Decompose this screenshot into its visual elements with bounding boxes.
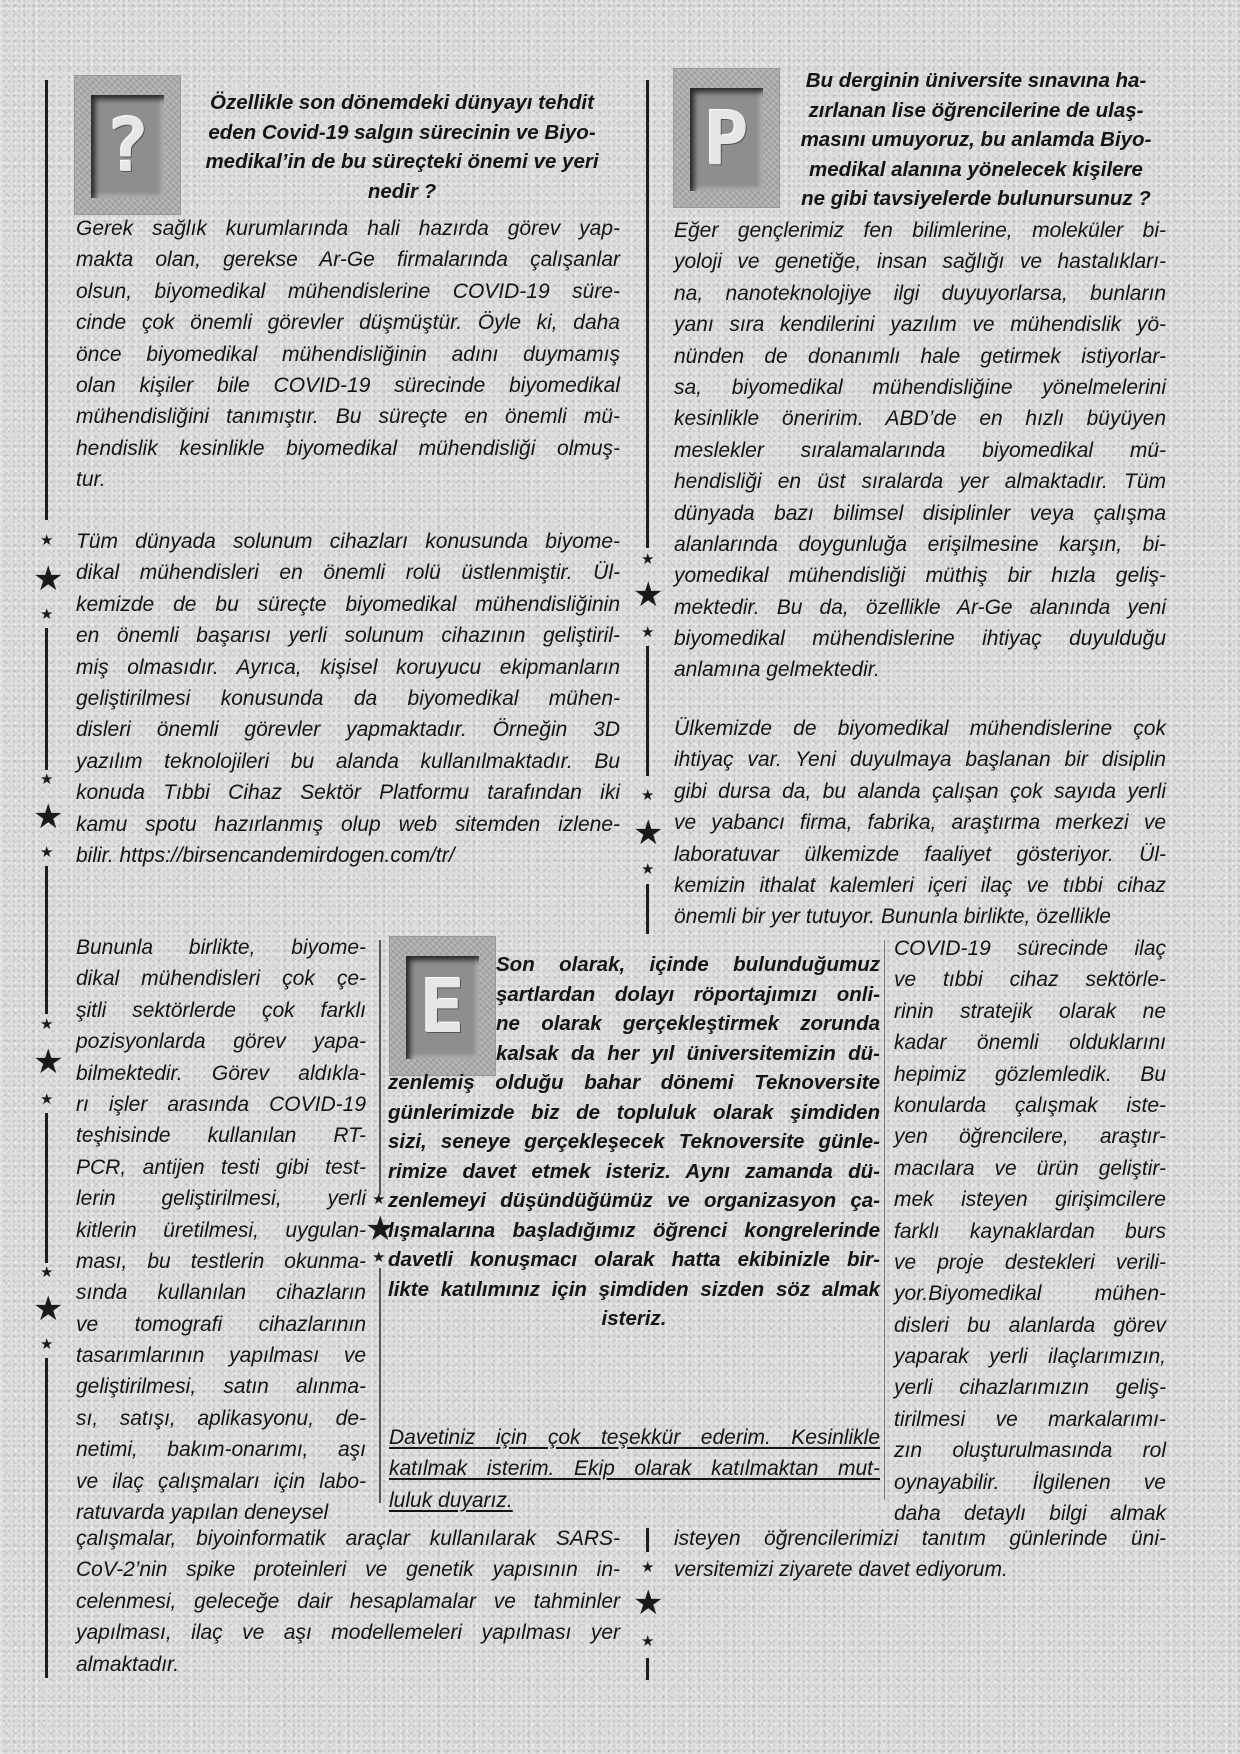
text-line: ve tomografi cihazlarının (76, 1312, 366, 1336)
text-line: mektedir. Bu da, özellikle Ar-Ge alanında yeni (674, 595, 1166, 619)
left-divider-rule (45, 80, 48, 520)
question-line: medikal alanına yönelecek kişilere (809, 157, 1143, 181)
text-line: Bununla birlikte, biyome- (76, 936, 366, 959)
text-line: biyomedikal mühendislerine ihtiyaç duyulduğu (674, 627, 1166, 651)
text-line: zın oluşturulmasında rol (894, 1439, 1166, 1463)
question-line: kalsak da her yıl üniversitemizin dü- (496, 1041, 880, 1065)
text-line: yerli cihazlarımızın geliş- (894, 1376, 1166, 1400)
text-line: sa, biyomedikal mühendisliğine yönelmelerini (674, 375, 1166, 399)
star-icon: ★ (33, 1290, 64, 1328)
text-line: luluk duyarız. (389, 1488, 513, 1512)
answer-3 (389, 1422, 880, 1516)
text-line: olsun, biyomedikal mühendislerine COVID-19 süre- (76, 279, 620, 303)
text-line: sı, satışı, aplikasyonu, de- (76, 1406, 366, 1430)
star-icon: ★ (641, 551, 655, 568)
text-line: pozisyonlarda görev yapa- (76, 1030, 366, 1054)
star-icon: ★ (372, 1249, 386, 1266)
text-line: yen öğrencilere, araştır- (894, 1125, 1166, 1149)
left-divider-rule (45, 1113, 48, 1263)
text-line: ihtiyaç var. Yeni duyulmaya başlanan bir disiplin (674, 748, 1166, 772)
text-line: olan kişiler bile COVID-19 sürecinde biyomedikal (76, 373, 620, 397)
text-line: rinin stratejik olarak ne (894, 999, 1166, 1023)
question-line: medikal’in de bu süreçteki önemi ve yeri (205, 150, 599, 173)
star-icon: ★ (40, 844, 54, 861)
question-line: likte katılımınız için şimdiden sizden söz almak (388, 1277, 880, 1301)
text-line: geliştirilmesi, satın alınma- (76, 1375, 366, 1399)
text-line: farklı kaynaklardan burs (894, 1219, 1166, 1243)
question-line: lışmalarına başladığımız öğrenci kongrelerinde (388, 1218, 880, 1242)
text-line: cinde çok önemli görevler düşmüştür. Öyle ki, daha (76, 311, 620, 335)
text-line: celenmesi, geleceğe dair hesaplamalar ve tahminler (76, 1589, 620, 1613)
star-icon: ★ (40, 771, 54, 788)
text-line: nünden de donanımlı hale getirmek istiyorlar- (674, 344, 1166, 368)
text-line: hepimiz gözlemledik. Bu (894, 1062, 1166, 1086)
question-line: sizi, seneye gerçekleşecek Teknoversite günle- (388, 1130, 880, 1153)
text-line: şitli sektörlerde çok farklı (76, 998, 366, 1022)
text-line: macılara ve ürün geliştir- (894, 1156, 1166, 1180)
star-icon: ★ (40, 1264, 54, 1281)
answer-1-paragraph-3 (76, 932, 366, 1528)
text-line: yaparak yerli ilaçlarımızın, (894, 1345, 1166, 1369)
text-line: Eğer gençlerimiz fen bilimlerine, moleküler bi- (674, 219, 1166, 242)
text-line: ması, bu testlerin okunma- (76, 1249, 366, 1273)
text-line: COVID-19 sürecinde ilaç (894, 937, 1166, 960)
text-line: önemli bir yer tutuyor. Bununla birlikte, özellikle (674, 905, 1111, 929)
text-line: konularda çalışmak iste- (894, 1093, 1166, 1117)
text-line: PCR, antijen testi gibi test- (76, 1155, 366, 1179)
question-line: zenlemiş olduğu bahar dönemi Teknoversite (388, 1071, 880, 1094)
text-line: miş olmasıdır. Ayrıca, kişisel koruyucu ekipmanların (76, 655, 620, 679)
question-line: isteriz. (601, 1307, 667, 1330)
star-icon: ★ (641, 1559, 655, 1576)
question-line: ne gibi tavsiyelerde bulunursunuz ? (801, 187, 1151, 210)
center-divider-rule (646, 646, 649, 776)
text-line: laboratuvar ülkemizde faaliyet gösteriyor. Ül- (674, 842, 1166, 866)
text-line: yomedikal mühendisliği müthiş bir hızla geliş- (674, 564, 1166, 588)
question-line: rimize davet etmek isteriz. Aynı zamanda dü- (388, 1159, 880, 1183)
question-line: eden Covid-19 salgın sürecinin ve Biyo- (208, 120, 596, 144)
answer-2-paragraph-2-end (674, 1523, 1166, 1586)
star-icon: ★ (33, 1043, 64, 1081)
question-line: günlerimizde biz de topluluk olarak şimdiden (388, 1100, 880, 1124)
center-box-divider-rule (379, 1268, 381, 1503)
question-line: Özellikle son dönemdeki dünyayı tehdit (210, 91, 594, 114)
answer-1-paragraph-1 (76, 213, 620, 496)
center-divider-rule (646, 80, 649, 548)
text-line: en önemli başarısı yerli solunum cihazının geliştiril- (76, 624, 620, 648)
right-box-divider-rule (884, 940, 885, 1500)
star-icon: ★ (40, 1016, 54, 1033)
question-line: Son olarak, içinde bulunduğumuz (496, 953, 880, 976)
text-line: kitlerin üretilmesi, uygulan- (76, 1218, 366, 1242)
text-line: dikal mühendisleri en önemli rolü üstlenmiştir. Ül- (76, 561, 620, 585)
question-1 (186, 88, 618, 206)
text-line: ratuvarda yapılan deneysel (76, 1501, 329, 1525)
text-line: geliştirilmesi konusunda da biyomedikal mühen- (76, 686, 620, 710)
text-line: mühendisliğini tanımıştır. Bu süreçte en önemli mü- (76, 405, 620, 429)
text-line: hendisliği en üst sıralarda yer almaktadır. Tüm (674, 470, 1166, 494)
text-line: önce biyomedikal mühendisliğinin adını duymamış (76, 342, 620, 366)
answer-2-paragraph-2 (674, 713, 1166, 933)
text-line: katılmak isterim. Ekip olarak katılmaktan mut- (389, 1457, 880, 1481)
text-line: Gerek sağlık kurumlarında hali hazırda görev yap- (76, 217, 620, 240)
text-line: yanı sıra kendilerini yazılım ve mühendislik yö- (674, 313, 1166, 337)
text-line: dikal mühendisleri çok çe- (76, 967, 366, 991)
text-line: konuda Tıbbi Cihaz Sektör Platformu tarafından iki (76, 781, 620, 805)
bottom-divider-rule (646, 1658, 649, 1680)
dropcap-letter: ? (105, 103, 150, 190)
text-line: ve proje destekleri verili- (894, 1250, 1166, 1274)
text-line: alanlarında doygunluğa erişilmesine karşın, bi- (674, 532, 1166, 556)
star-icon: ★ (40, 1336, 54, 1353)
answer-1-paragraph-3-end (76, 1523, 620, 1680)
text-line: mek isteyen girişimcilere (894, 1188, 1166, 1212)
bottom-divider-rule (646, 1528, 649, 1552)
text-line: Ülkemizde de biyomedikal mühendislerine çok (674, 717, 1166, 740)
question-line: nedir ? (367, 179, 437, 203)
text-line: kemizin ithalat kalemleri içeri ilaç ve tıbbi cihaz (674, 873, 1166, 897)
question-line: Bu derginin üniversite sınavına ha- (805, 69, 1147, 92)
dropcap-letter-e (389, 936, 496, 1076)
question-line: masını umuyoruz, bu anlamda Biyo- (800, 128, 1152, 151)
text-line: sında kullanılan cihazların (76, 1281, 366, 1305)
dropcap-question-mark (74, 75, 181, 215)
text-line: kesinlikle öneririm. ABD’de en hızlı büyüyen (674, 407, 1166, 431)
text-line: yapılması, ilaç ve aşı modellemeleri yapılması yer (76, 1621, 620, 1645)
dropcap-letter: P (704, 96, 749, 183)
question-line: zenlemeyi düşündüğümüz ve organizasyon ça- (388, 1189, 880, 1212)
star-icon: ★ (633, 814, 664, 852)
text-line: yazılım teknolojileri bu alanda kullanılmaktadır. Bu (76, 749, 620, 773)
text-line: ve yabancı firma, fabrika, araştırma merkezi ve (674, 811, 1166, 835)
text-line: tur. (76, 468, 106, 492)
text-line: ve ilaç çalışmaları için labo- (76, 1469, 366, 1493)
text-line: meslekler sıralamalarında biyomedikal mü- (674, 438, 1166, 462)
text-line: versitemizi ziyarete davet ediyorum. (674, 1558, 1008, 1582)
star-icon: ★ (33, 798, 64, 836)
star-icon: ★ (641, 861, 655, 878)
answer-1-paragraph-2 (76, 526, 620, 871)
text-line: netimi, bakım-onarımı, aşı (76, 1438, 366, 1462)
text-line: çalışmalar, biyoinformatik araçlar kullanılarak SARS- (76, 1527, 620, 1550)
text-line: yor.Biyomedikal mühen- (894, 1282, 1166, 1306)
text-line: disleri önemli görevler yapmaktadır. Örneğin 3D (76, 718, 620, 742)
text-line: almaktadır. (76, 1652, 180, 1676)
text-line: na, nanoteknolojiye ilgi duyuyorlarsa, bunların (674, 281, 1166, 305)
text-line: Davetiniz için çok teşekkür ederim. Kesinlikle (389, 1426, 880, 1449)
text-line: bilmektedir. Görev aldıkla- (76, 1061, 366, 1085)
text-line: Tüm dünyada solunum cihazları konusunda biyome- (76, 530, 620, 553)
question-3 (496, 950, 880, 1068)
star-icon: ★ (633, 1584, 664, 1622)
question-line: davetli konuşmacı olarak hatta ekibinizle bir- (388, 1248, 880, 1271)
left-divider-rule (45, 866, 48, 1014)
text-line: hendislik kesinlikle biyomedikal mühendisliği olmuş- (76, 436, 620, 460)
question-2 (786, 66, 1166, 214)
star-icon: ★ (372, 1191, 386, 1208)
text-line: kadar önemli olduklarını (894, 1031, 1166, 1055)
text-line: tasarımlarının yapılması ve (76, 1344, 366, 1368)
text-line: isteyen öğrencilerimizi tanıtım günlerinde üni- (674, 1527, 1166, 1550)
text-line: dünyada bazı bilimsel disiplinler veya çalışma (674, 501, 1166, 525)
text-line: CoV-2’nin spike proteinleri ve genetik yapısının in- (76, 1558, 620, 1582)
star-icon: ★ (641, 624, 655, 641)
answer-2-paragraph-1 (674, 215, 1166, 686)
text-line: teşhisinde kullanılan RT- (76, 1124, 366, 1148)
link-text-line: bilir. https://birsencandemirdogen.com/tr/ (76, 843, 455, 867)
text-line: tirilmesi ve markalarımı- (894, 1407, 1166, 1431)
text-line: anlamına gelmektedir. (674, 658, 880, 682)
left-divider-rule (45, 1358, 48, 1678)
answer-2-paragraph-2-continued (894, 933, 1166, 1529)
text-line: makta olan, gerekse Ar-Ge firmalarında çalışanlar (76, 248, 620, 272)
dropcap-letter-p (673, 68, 780, 208)
question-line: ne olarak gerçekleştirmek zorunda (496, 1012, 880, 1035)
center-box-divider-rule (379, 940, 381, 1195)
question-line: şartlardan dolayı röportajımızı onli- (496, 982, 880, 1006)
star-icon: ★ (40, 1091, 54, 1108)
center-divider-rule (646, 884, 649, 934)
text-line: yoloji ve genetiğe, insan sağlığı ve hastalıkları- (674, 250, 1166, 274)
question-line: zırlanan lise öğrencilerine de ulaş- (808, 98, 1144, 122)
star-icon: ★ (365, 1210, 396, 1248)
left-divider-rule (45, 628, 48, 770)
star-icon: ★ (40, 532, 54, 549)
dropcap-letter: E (420, 964, 465, 1051)
text-line: gibi dursa da, bu alanda çalışan çok sayıda yerli (674, 779, 1166, 803)
text-line: lerin geliştirilmesi, yerli (76, 1187, 366, 1211)
star-icon: ★ (33, 560, 64, 598)
star-icon: ★ (40, 606, 54, 623)
text-line: disleri bu alanlarda görev (894, 1313, 1166, 1337)
text-line: kemizde de bu süreçte biyomedikal mühendisliğinin (76, 592, 620, 616)
text-line: daha detaylı bilgi almak (894, 1502, 1166, 1526)
text-line: kamu spotu hazırlanmış olup web sitemden izlene- (76, 812, 620, 836)
star-icon: ★ (633, 576, 664, 614)
text-line: ve tıbbi cihaz sektörle- (894, 968, 1166, 992)
question-3-continued (388, 1068, 880, 1334)
text-line: rı işler arasında COVID-19 (76, 1092, 366, 1116)
text-line: oynayabilir. İlgilenen ve (894, 1470, 1166, 1494)
star-icon: ★ (641, 1633, 655, 1650)
star-icon: ★ (641, 787, 655, 804)
